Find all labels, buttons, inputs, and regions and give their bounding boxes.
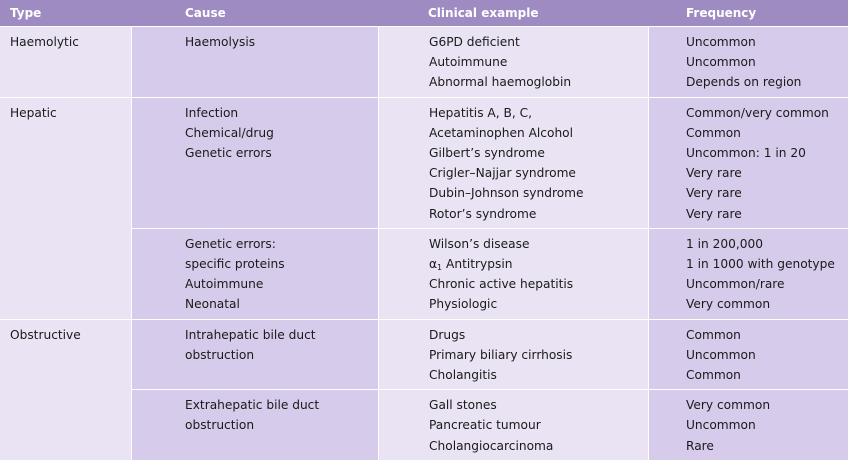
type-cell xyxy=(0,319,131,460)
type-label: Hepatic xyxy=(10,105,57,120)
frequency-cell xyxy=(648,319,848,390)
clinical-item-alpha-antitrypsin xyxy=(429,254,648,274)
frequency-item: 1 in 1000 with genotype xyxy=(686,257,835,272)
clinical-cell xyxy=(378,26,648,97)
frequency-item: Uncommon xyxy=(686,347,756,362)
cause-item: Genetic errors: xyxy=(185,236,276,251)
frequency-item: Rare xyxy=(686,438,714,453)
type-cell xyxy=(0,97,131,319)
cause-item: Genetic errors xyxy=(185,146,272,161)
clinical-item: Hepatitis A, B, C, xyxy=(429,105,532,120)
frequency-cell xyxy=(648,389,848,460)
table-row-haemolytic xyxy=(0,26,848,97)
frequency-item: Uncommon xyxy=(686,35,756,49)
clinical-item: Physiologic xyxy=(429,297,498,312)
cause-item: obstruction xyxy=(185,418,255,433)
alpha-symbol: α xyxy=(429,257,438,272)
clinical-item: Abnormal haemoglobin xyxy=(429,75,572,90)
cause-cell xyxy=(131,228,378,319)
frequency-item: Very rare xyxy=(686,206,742,221)
type-label: Obstructive xyxy=(10,327,81,342)
table-row-hepatic xyxy=(0,97,848,228)
cause-cell xyxy=(131,389,378,460)
cause-item: Autoimmune xyxy=(185,277,264,292)
cause-cell xyxy=(131,319,378,390)
cause-item: specific proteins xyxy=(185,257,285,272)
clinical-item: Cholangiocarcinoma xyxy=(429,438,554,453)
type-cell xyxy=(0,26,131,97)
frequency-item: Uncommon xyxy=(686,55,756,70)
header-frequency: Frequency xyxy=(648,0,848,26)
cause-item: Infection xyxy=(185,105,239,120)
clinical-cell xyxy=(378,319,648,390)
frequency-item: Very rare xyxy=(686,166,742,181)
clinical-item: Autoimmune xyxy=(429,55,508,70)
clinical-item: Primary biliary cirrhosis xyxy=(429,347,573,362)
clinical-item: Pancreatic tumour xyxy=(429,418,541,433)
cause-item: Extrahepatic bile duct xyxy=(185,398,320,413)
clinical-item: Crigler–Najjar syndrome xyxy=(429,166,576,181)
cause-cell xyxy=(131,26,378,97)
frequency-item: Common xyxy=(686,368,741,383)
alpha-subscript: 1 xyxy=(437,263,443,273)
frequency-item: Common/very common xyxy=(686,105,829,120)
frequency-item: Common xyxy=(686,125,741,140)
frequency-cell xyxy=(648,97,848,228)
frequency-item: Very common xyxy=(686,398,771,413)
frequency-item: Uncommon xyxy=(686,418,756,433)
clinical-item: Dubin–Johnson syndrome xyxy=(429,186,584,201)
type-label: Haemolytic xyxy=(10,35,79,49)
alpha-text: Antitrypsin xyxy=(442,257,513,272)
cause-cell xyxy=(131,97,378,228)
clinical-item: Gilbert’s syndrome xyxy=(429,146,545,161)
table-row-obstructive xyxy=(0,319,848,390)
frequency-item: Common xyxy=(686,327,741,342)
cause-item: Neonatal xyxy=(185,297,240,312)
clinical-cell xyxy=(378,97,648,228)
header-type: Type xyxy=(0,0,131,26)
frequency-cell xyxy=(648,26,848,97)
cause-item: obstruction xyxy=(185,347,255,362)
clinical-item: Drugs xyxy=(429,327,466,342)
cause-item: Haemolysis xyxy=(185,35,256,49)
header-row xyxy=(0,0,848,26)
clinical-cell xyxy=(378,389,648,460)
clinical-item: Rotor’s syndrome xyxy=(429,206,537,221)
clinical-item: Cholangitis xyxy=(429,368,497,383)
cause-item: Chemical/drug xyxy=(185,125,274,140)
frequency-item: Uncommon/rare xyxy=(686,277,785,292)
clinical-item: Wilson’s disease xyxy=(429,236,530,251)
header-cause: Cause xyxy=(131,0,378,26)
clinical-item: Gall stones xyxy=(429,398,497,413)
clinical-item: Chronic active hepatitis xyxy=(429,277,574,292)
frequency-item: Uncommon: 1 in 20 xyxy=(686,146,806,161)
frequency-item: Depends on region xyxy=(686,75,802,90)
header-clinical-example: Clinical example xyxy=(378,0,648,26)
frequency-cell xyxy=(648,228,848,319)
frequency-item: 1 in 200,000 xyxy=(686,236,764,251)
clinical-item: Acetaminophen Alcohol xyxy=(429,125,574,140)
cause-item: Intrahepatic bile duct xyxy=(185,327,316,342)
clinical-item: G6PD deficient xyxy=(429,35,520,49)
frequency-item: Very rare xyxy=(686,186,742,201)
frequency-item: Very common xyxy=(686,297,771,312)
clinical-cell xyxy=(378,228,648,319)
